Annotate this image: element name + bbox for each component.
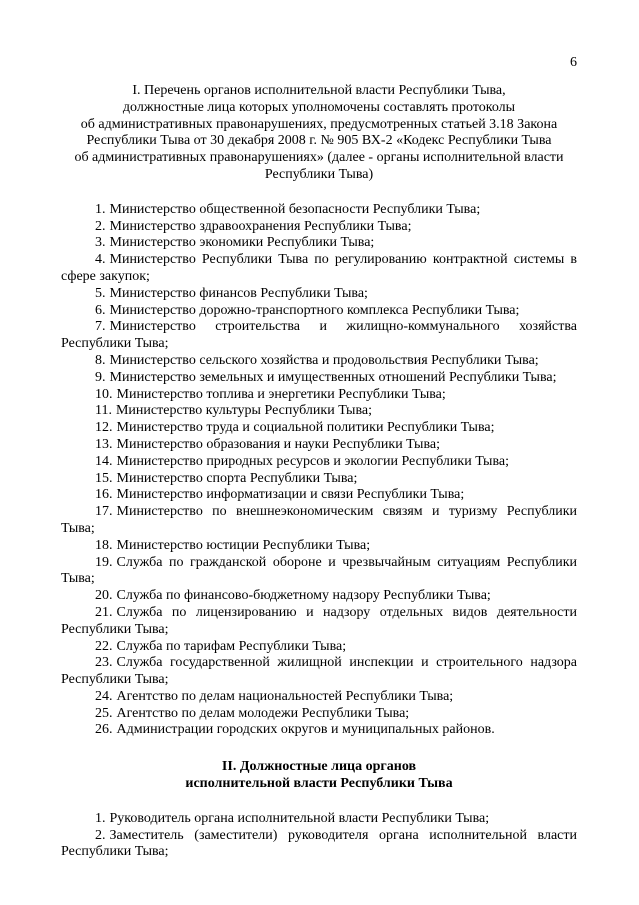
item-text: Служба по финансово-бюджетному надзору Республики Тыва; bbox=[116, 588, 491, 604]
item-text: Министерство строительства и жилищно-коммунального хозяйства Республики Тыва; bbox=[61, 319, 577, 352]
list-item bbox=[61, 387, 577, 404]
item-number: 5. bbox=[95, 285, 106, 301]
item-number: 3. bbox=[95, 235, 106, 251]
heading-line: должностные лица которых уполномочены составлять протоколы bbox=[122, 99, 516, 115]
item-number: 26. bbox=[95, 722, 113, 738]
item-text: Министерство сельского хозяйства и продовольствия Республики Тыва; bbox=[109, 352, 539, 368]
item-text: Министерство информатизации и связи Республики Тыва; bbox=[116, 487, 465, 503]
executive-bodies-list bbox=[61, 202, 577, 740]
list-item bbox=[61, 286, 577, 303]
item-number: 2. bbox=[95, 218, 106, 234]
item-text: Министерство природных ресурсов и экологии Республики Тыва; bbox=[116, 453, 509, 469]
heading-line: II. Должностные лица органов bbox=[221, 759, 417, 775]
list-item bbox=[61, 689, 577, 706]
item-text: Министерство культуры Республики Тыва; bbox=[115, 403, 372, 419]
section2-heading bbox=[61, 759, 577, 793]
list-item bbox=[61, 454, 577, 471]
item-number: 9. bbox=[95, 369, 106, 385]
heading-line: Республики Тыва) bbox=[264, 166, 374, 182]
item-text: Министерство дорожно-транспортного комплекса Республики Тыва; bbox=[109, 302, 520, 318]
list-item bbox=[61, 403, 577, 420]
item-number: 19. bbox=[95, 554, 113, 570]
list-item bbox=[61, 639, 577, 656]
item-number: 24. bbox=[95, 688, 113, 704]
item-number: 14. bbox=[95, 453, 113, 469]
list-item bbox=[61, 555, 577, 589]
list-item bbox=[61, 420, 577, 437]
list-item bbox=[61, 353, 577, 370]
item-number: 10. bbox=[95, 386, 113, 402]
list-item bbox=[61, 471, 577, 488]
heading-line: об административных правонарушениях, предусмотренных статьей 3.18 Закона bbox=[80, 116, 558, 132]
item-text: Министерство финансов Республики Тыва; bbox=[109, 285, 368, 301]
item-number: 13. bbox=[95, 436, 113, 452]
item-text: Министерство образования и науки Республики Тыва; bbox=[116, 436, 440, 452]
item-number: 8. bbox=[95, 352, 106, 368]
item-text: Служба по гражданской обороне и чрезвычайным ситуациям Республики Тыва; bbox=[61, 554, 577, 587]
item-number: 16. bbox=[95, 487, 113, 503]
item-number: 2. bbox=[95, 827, 106, 843]
item-text: Министерство труда и социальной политики Республики Тыва; bbox=[116, 420, 495, 436]
list-item bbox=[61, 202, 577, 219]
item-text: Министерство здравоохранения Республики Тыва; bbox=[109, 218, 412, 234]
list-item bbox=[61, 504, 577, 538]
item-text: Министерство юстиции Республики Тыва; bbox=[116, 537, 371, 553]
item-text: Руководитель органа исполнительной власти Республики Тыва; bbox=[109, 810, 490, 826]
list-item bbox=[61, 319, 577, 353]
item-number: 17. bbox=[95, 504, 113, 520]
item-text: Министерство Республики Тыва по регулированию контрактной системы в сфере закупок; bbox=[61, 252, 577, 284]
item-number: 15. bbox=[95, 470, 113, 486]
list-item bbox=[61, 706, 577, 723]
list-item bbox=[61, 303, 577, 320]
list-item bbox=[61, 252, 577, 286]
item-number: 23. bbox=[95, 655, 113, 671]
heading-line: I. Перечень органов исполнительной власти Республики Тыва, bbox=[132, 83, 506, 98]
list-item bbox=[61, 811, 577, 828]
item-number: 6. bbox=[95, 302, 106, 318]
item-number: 1. bbox=[95, 810, 106, 826]
list-item bbox=[61, 605, 577, 639]
item-number: 20. bbox=[95, 588, 113, 604]
list-item bbox=[61, 828, 577, 862]
list-item bbox=[61, 219, 577, 236]
list-item bbox=[61, 487, 577, 504]
list-item bbox=[61, 437, 577, 454]
document-body bbox=[61, 83, 577, 861]
item-text: Министерство топлива и энергетики Республики Тыва; bbox=[116, 386, 446, 402]
list-item bbox=[61, 538, 577, 555]
item-text: Служба по лицензированию и надзору отдельных видов деятельности Республики Тыва; bbox=[61, 604, 577, 637]
item-number: 12. bbox=[95, 420, 113, 436]
item-text: Министерство экономики Республики Тыва; bbox=[109, 235, 375, 251]
heading-line: исполнительной власти Республики Тыва bbox=[185, 776, 453, 792]
officials-list bbox=[61, 811, 577, 861]
item-text: Заместитель (заместители) руководителя органа исполнительной власти Республики Тыва; bbox=[61, 827, 577, 860]
item-number: 7. bbox=[95, 319, 106, 335]
item-text: Агентство по делам молодежи Республики Тыва; bbox=[116, 705, 410, 721]
page-number: 6 bbox=[570, 55, 577, 70]
item-text: Министерство по внешнеэкономическим связям и туризму Республики Тыва; bbox=[61, 504, 577, 536]
heading-line: об административных правонарушениях» (далее - органы исполнительной власти bbox=[74, 150, 564, 166]
item-number: 25. bbox=[95, 705, 113, 721]
list-item bbox=[61, 655, 577, 689]
item-number: 11. bbox=[95, 403, 112, 419]
item-number: 22. bbox=[95, 638, 113, 654]
item-text: Агентство по делам национальностей Республики Тыва; bbox=[116, 688, 454, 704]
item-text: Служба по тарифам Республики Тыва; bbox=[116, 638, 347, 654]
section1-heading bbox=[61, 83, 577, 184]
item-number: 4. bbox=[95, 252, 106, 268]
list-item bbox=[61, 722, 577, 739]
item-number: 18. bbox=[95, 537, 113, 553]
item-number: 1. bbox=[95, 201, 106, 217]
list-item bbox=[61, 588, 577, 605]
heading-line: Республики Тыва от 30 декабря 2008 г. № 905 ВХ-2 «Кодекс Республики Тыва bbox=[86, 133, 552, 149]
item-text: Администрации городских округов и муниципальных районов. bbox=[116, 722, 495, 738]
item-text: Министерство общественной безопасности Республики Тыва; bbox=[109, 201, 481, 217]
item-number: 21. bbox=[95, 604, 113, 620]
list-item bbox=[61, 235, 577, 252]
item-text: Министерство спорта Республики Тыва; bbox=[116, 470, 358, 486]
item-text: Служба государственной жилищной инспекции и строительного надзора Республики Тыва; bbox=[61, 655, 577, 688]
list-item bbox=[61, 370, 577, 387]
item-text: Министерство земельных и имущественных отношений Республики Тыва; bbox=[109, 369, 557, 385]
